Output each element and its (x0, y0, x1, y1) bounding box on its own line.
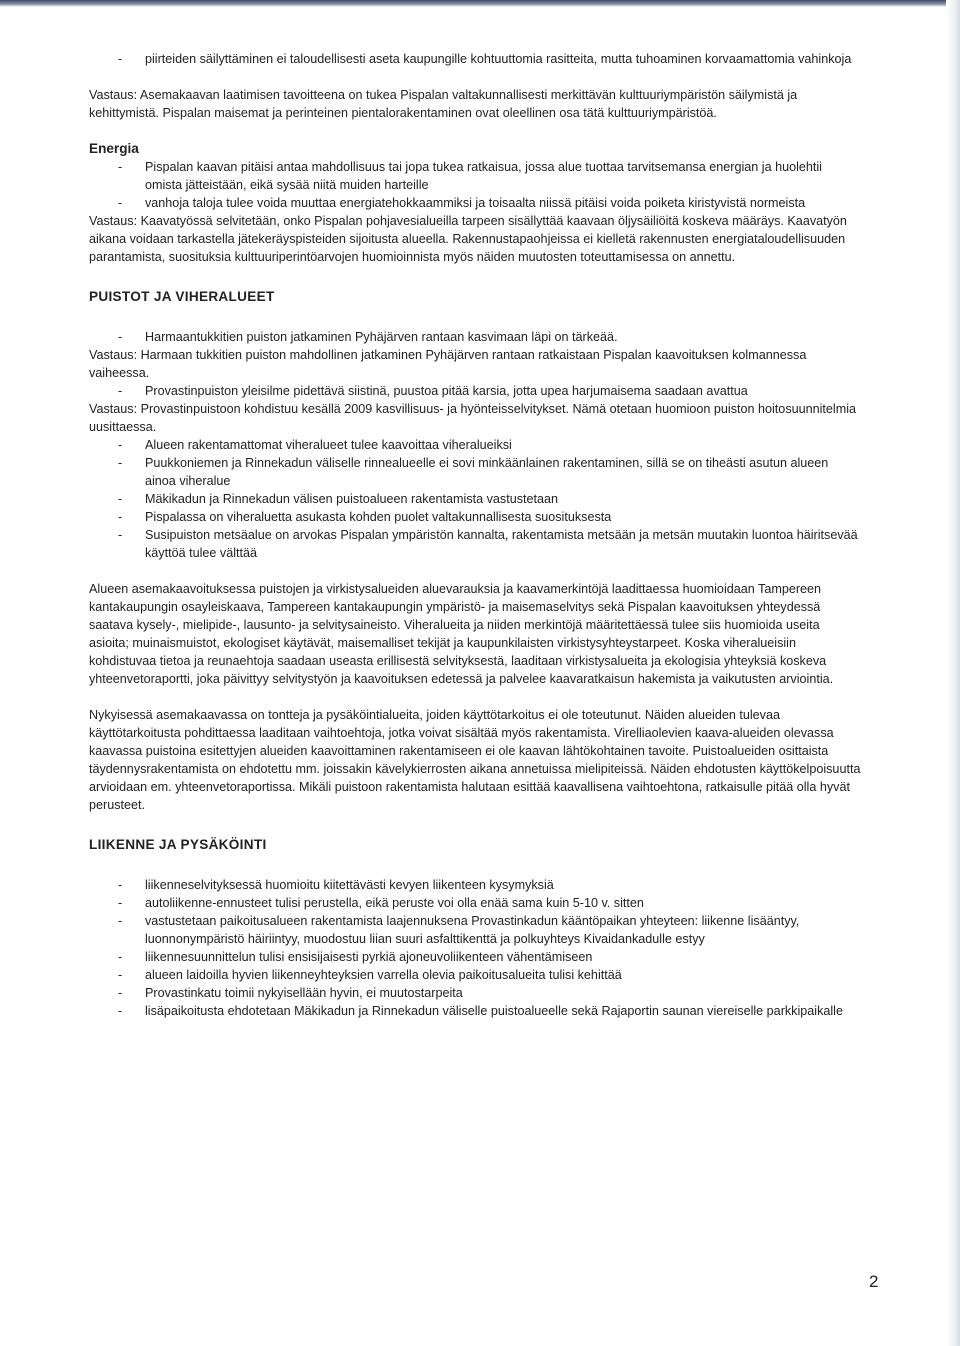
list-item: - liikenneselvityksessä huomioitu kiitettävästi kevyen liikenteen kysymyksiä (89, 876, 861, 894)
list-item: - Alueen rakentamattomat viheralueet tulee kaavoittaa viheralueiksi (89, 436, 861, 454)
list-item: - Harmaantukkitien puiston jatkaminen Pyhäjärven rantaan kasvimaan läpi on tärkeää. (89, 328, 861, 346)
list-item: - Mäkikadun ja Rinnekadun välisen puistoalueen rakentamista vastustetaan (89, 490, 861, 508)
puistot-answer-2: Vastaus: Provastinpuistoon kohdistuu kesällä 2009 kasvillisuus- ja hyönteisselvitykset. Nämä otetaan huomioon puiston hoitosuunnitelmia uusittaessa. (89, 402, 857, 434)
scan-edge-right (946, 0, 960, 1346)
energia-answer: Vastaus: Kaavatyössä selvitetään, onko Pispalan pohjavesialueilla tarpeen sisällyttää kaavaan öljysäiliöitä koskeva määräys. Kaavatyön aikana voidaan tarkastella jätekeräyspisteiden sijoitusta alueella. Rakennustapaohjeissa ei kielletä rakennusten energiataloudellisuuden parantamista, suosituksia kulttuuriperintöarvojen huomioinnista myös näiden muutosten toteuttamisessa on annettu. (89, 214, 847, 264)
list-item: - alueen laidoilla hyvien liikenneyhteyksien varrella olevia paikoitusalueita tulisi kehittää (89, 966, 861, 984)
puistot-paragraph-2: Nykyisessä asemakaavassa on tontteja ja pysäköintialueita, joiden käyttötarkoitus ei ole toteutunut. Näiden alueiden tulevaa käyttötarkoitusta pohdittaessa laaditaan vaihtoehtoja, jotka voivat sisältää myös rakentamista. Virelliaolevien kaava-alueiden olevassa kaavassa puistoina esitettyjen alueiden kaavoittaminen rakentamiseen ei ole kaavan lähtökohtainen tavoite. Puistoalueiden osittaista täydennysrakentamista on ehdotettu mm. joissakin kävelykierrosten aikana annetuissa mielipiteissä. Näiden ehdotusten käyttökelpoisuutta arvioidaan em. yhteenvetoraportissa. Mikäli puistoon rakentamista halutaan esittää kaavallisena vaihtoehtona, ratkaisulle pitää olla hyvät perusteet. (89, 708, 861, 812)
list-item: - vanhoja taloja tulee voida muuttaa energiatehokkaammiksi ja toisaalta niissä pitäisi voida poiketa kiristyvistä normeista (89, 194, 861, 212)
list-item: - Susipuiston metsäalue on arvokas Pispalan ympäristön kannalta, rakentamista metsään ja metsän muutakin luontoa häiritsevää käyttöä tulee välttää (89, 526, 861, 562)
list-item: - piirteiden säilyttäminen ei taloudellisesti aseta kaupungille kohtuuttomia rasitteita, mutta tuhoaminen korvaamattomia vahinkoja (89, 50, 861, 68)
puistot-bullet-list-2 (89, 382, 861, 400)
puistot-paragraph-1: Alueen asemakaavoituksessa puistojen ja virkistysalueiden aluevarauksia ja kaavamerkintöjä laadittaessa huomioidaan Tampereen kantakaupungin osayleiskaava, Tampereen kantakaupungin ympäristö- ja maisemaselvitys sekä Pispalan kaavoituksen yhteydessä saatava kysely-, mielipide-, lausunto- ja selvitysaineisto. Viheralueita ja niiden merkintöjä määritettäessä tulee siis huomioida useita asioita; muinaismuistot, ekologiset käytävät, maisemalliset tekijät ja kaupunkilaisten virkistysyhteystarpeet. Koska viheralueisiin kohdistuvaa tietoa ja reunaehtoja saadaan useasta erillisestä selvityksestä, laaditaan virkistysalueita ja ekologisia yhteyksiä koskeva yhteenvetoraportti, joka päivittyy selvitystyön ja kaavoituksen edetessä ja palvelee kaavaratkaisun hakemista ja vaikutusten arviointia. (89, 582, 834, 686)
liikenne-bullet-list (89, 876, 861, 1020)
page-number: 2 (869, 1272, 879, 1291)
list-item: - liikennesuunnittelun tulisi ensisijaisesti pyrkiä ajoneuvoliikenteen vähentämiseen (89, 948, 861, 966)
list-item: - vastustetaan paikoitusalueen rakentamista laajennuksena Provastinkadun kääntöpaikan yhteyteen: liikenne lisääntyy, luonnonympäristö häiriintyy, muodostuu liian suuri asfalttikenttä ja polkuyhteys Kivaidankadulle estyy (89, 912, 861, 948)
list-item: - Pispalan kaavan pitäisi antaa mahdollisuus tai jopa tukea ratkaisua, jossa alue tuottaa tarvitsemansa energian ja huolehtii omista jätteistään, eikä sysää niitä muiden harteille (89, 158, 861, 194)
puistot-answer-1: Vastaus: Harmaan tukkitien puiston mahdollinen jatkaminen Pyhäjärven rantaan ratkaistaan Pispalan kaavoituksen kolmannessa vaiheessa. (89, 348, 807, 380)
section-heading-puistot: PUISTOT JA VIHERALUEET (89, 289, 275, 304)
document-page (89, 50, 861, 1020)
puistot-bullet-list-3 (89, 436, 861, 562)
puistot-bullet-list-1 (89, 328, 861, 346)
section-heading-liikenne: LIIKENNE JA PYSÄKÖINTI (89, 837, 267, 852)
list-item: - Provastinkatu toimii nykyisellään hyvin, ei muutostarpeita (89, 984, 861, 1002)
intro-answer: Vastaus: Asemakaavan laatimisen tavoitteena on tukea Pispalan valtakunnallisesti merkittävän kulttuuriympäristön säilymistä ja kehittymistä. Pispalan maisemat ja perinteinen pientalorakentaminen ovat oleellinen osa tätä kulttuuriympäristöä. (89, 88, 798, 120)
intro-bullet-list (89, 50, 861, 68)
list-item: - Pispalassa on viheraluetta asukasta kohden puolet valtakunnallisesta suosituksesta (89, 508, 861, 526)
list-item: - Provastinpuiston yleisilme pidettävä siistinä, puustoa pitää karsia, jotta upea harjumaisema saadaan avattua (89, 382, 861, 400)
scan-edge-top (0, 0, 960, 7)
energia-bullet-list (89, 158, 861, 212)
list-item: - Puukkoniemen ja Rinnekadun väliselle rinnealueelle ei sovi minkäänlainen rakentaminen, sillä se on tiheästi asutun alueen ainoa viheralue (89, 454, 861, 490)
list-item: - autoliikenne-ennusteet tulisi perustella, eikä peruste voi olla enää sama kuin 5-10 v. sitten (89, 894, 861, 912)
list-item: - lisäpaikoitusta ehdotetaan Mäkikadun ja Rinnekadun väliselle puistoalueelle sekä Rajaportin saunan viereiselle parkkipaikalle (89, 1002, 861, 1020)
section-heading-energia: Energia (89, 141, 139, 156)
